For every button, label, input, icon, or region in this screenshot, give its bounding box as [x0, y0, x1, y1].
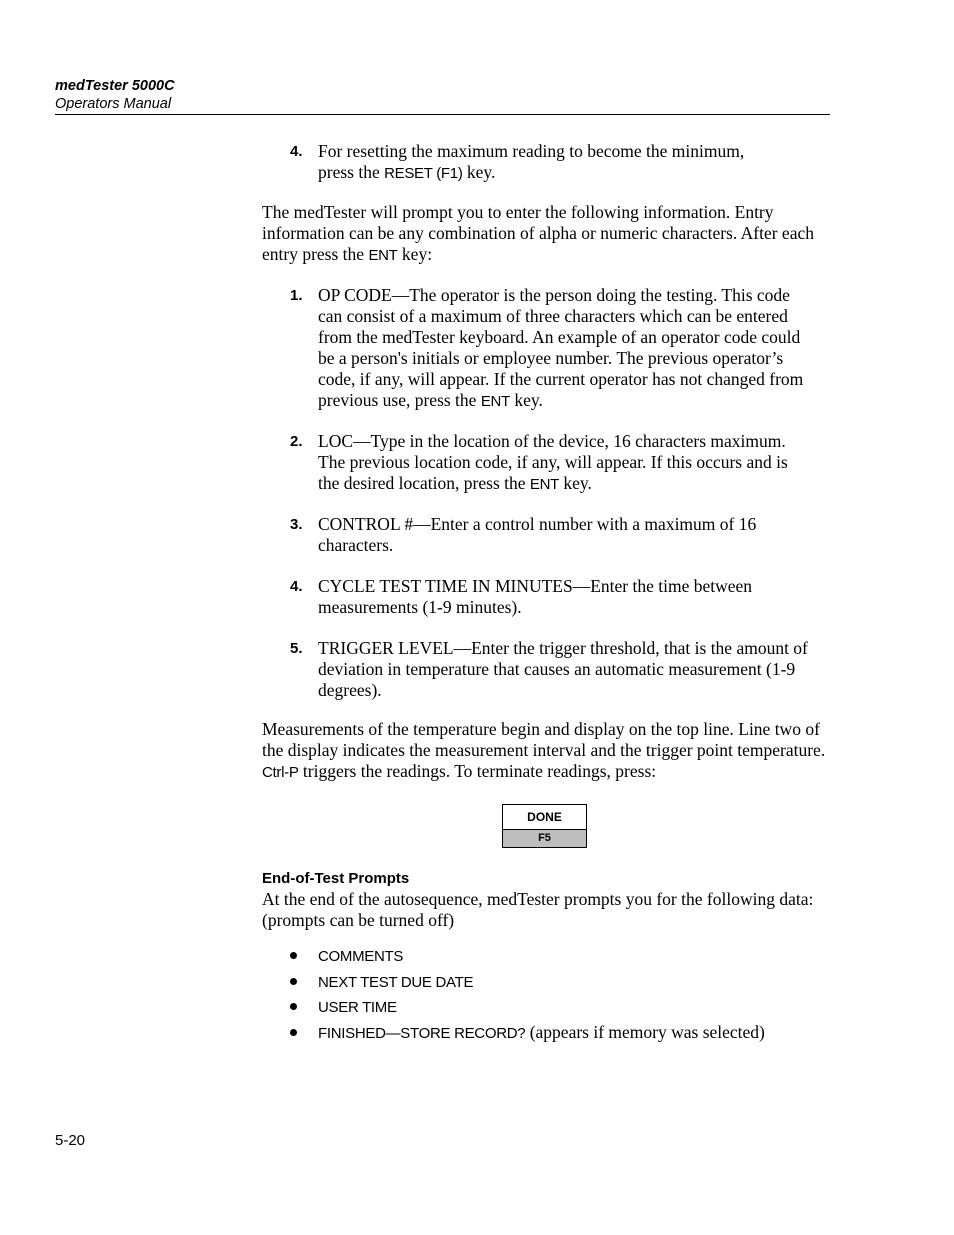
f5-key-label: F5 — [503, 830, 586, 847]
ent-key-label: ENT — [529, 476, 559, 493]
entry-text: CYCLE TEST TIME IN MINUTES—Enter the time between measurements (1-9 minutes). — [318, 576, 753, 617]
entry-text: LOC—Type in the location of the device, 16 characters maximum. The previous location code, if any, will appear. If this occurs and is the desired location, press the ENT key. — [318, 431, 788, 493]
step-number: 4. — [290, 143, 303, 160]
list-item: FINISHED—STORE RECORD? (appears if memory was selected) — [290, 1022, 810, 1044]
entry-number: 2. — [290, 433, 303, 450]
page-header — [55, 77, 830, 113]
entry-cycle-time — [290, 576, 810, 618]
done-key-label: DONE — [503, 805, 586, 830]
bullet-icon — [290, 1003, 297, 1010]
prompt-key-label: FINISHED—STORE RECORD? — [318, 1025, 526, 1042]
measurements-paragraph: Measurements of the temperature begin and display on the top line. Line two of the display indicates the measurement interval and the trigger point temperature. Ctrl-P triggers the readings. To terminate readings, press: — [262, 719, 826, 781]
done-f5-key — [502, 804, 587, 848]
entry-trigger-level — [290, 638, 810, 701]
entry-text: TRIGGER LEVEL—Enter the trigger threshold, that is the amount of deviation in temperature that causes an automatic measurement (1-9 degrees). — [318, 638, 808, 700]
ent-key-label: ENT — [368, 247, 398, 264]
step-text: For resetting the maximum reading to become the minimum, press the RESET (F1) key. — [318, 141, 745, 182]
list-item — [290, 996, 810, 1018]
bullet-icon — [290, 952, 297, 959]
intro-paragraph: The medTester will prompt you to enter the following information. Entry information can be any combination of alpha or numeric characters. After each entry press the ENT key: — [262, 202, 814, 264]
entry-op-code — [290, 285, 810, 412]
entry-text: OP CODE—The operator is the person doing the testing. This code can consist of a maximum of three characters which can be entered from the medTester keyboard. An example of an operator code could be a person's initials or employee number. The previous operator’s code, if any, will appear. If the current operator has not changed from previous use, press the ENT key. — [318, 285, 804, 410]
entry-loc — [290, 431, 810, 495]
bullet-icon — [290, 978, 297, 985]
entry-control — [290, 514, 810, 556]
entry-number: 1. — [290, 287, 303, 304]
entry-number: 3. — [290, 516, 303, 533]
ctrl-p-key-label: Ctrl-P — [262, 764, 299, 781]
prompt-key-label: NEXT TEST DUE DATE — [318, 974, 474, 991]
list-item — [290, 971, 810, 993]
header-divider — [55, 114, 830, 115]
end-of-test-paragraph: At the end of the autosequence, medTester prompts you for the following data: (prompts can be turned off) — [262, 889, 814, 930]
reset-key-label: RESET (F1) — [384, 165, 463, 182]
manual-subtitle: Operators Manual — [55, 96, 172, 112]
bullet-icon — [290, 1029, 297, 1036]
ent-key-label: ENT — [480, 393, 510, 410]
manual-title: medTester 5000C — [55, 78, 175, 94]
reset-step — [290, 141, 810, 184]
section-heading: End-of-Test Prompts — [262, 870, 410, 887]
prompt-key-label: COMMENTS — [318, 948, 404, 965]
entry-number: 4. — [290, 578, 303, 595]
prompt-key-label: USER TIME — [318, 999, 397, 1016]
entry-number: 5. — [290, 640, 303, 657]
page-number: 5-20 — [55, 1132, 86, 1149]
entry-text: CONTROL #—Enter a control number with a maximum of 16 characters. — [318, 514, 757, 555]
list-item — [290, 945, 810, 967]
